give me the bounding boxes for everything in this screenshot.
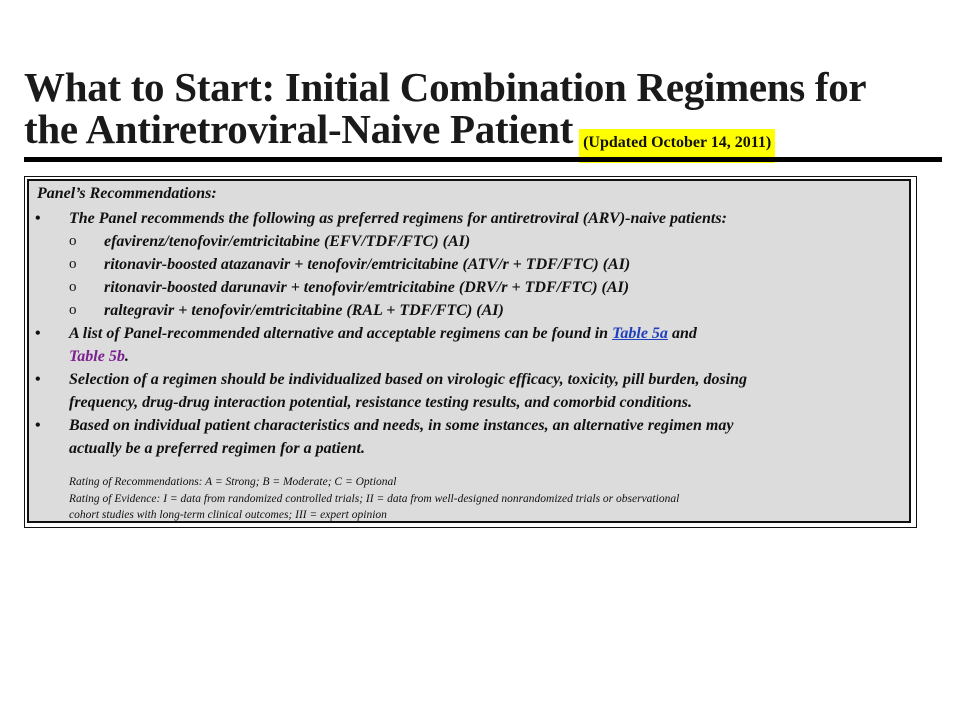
recommendation-text-continued xyxy=(69,345,129,368)
sub-bullet-icon: o xyxy=(69,302,77,318)
title-divider xyxy=(24,157,942,162)
regimen-text: ritonavir-boosted darunavir + tenofovir/emtricitabine (DRV/r + TDF/FTC) (AI) xyxy=(104,279,630,296)
bullet-icon: • xyxy=(35,210,41,227)
regimen-text: ritonavir-boosted atazanavir + tenofovir/emtricitabine (ATV/r + TDF/FTC) (AI) xyxy=(104,256,631,273)
bullet-icon: • xyxy=(35,325,41,342)
recommendations-panel xyxy=(27,179,911,523)
updated-date-badge: (Updated October 14, 2011) xyxy=(579,129,775,163)
table-5a-link[interactable]: Table 5a xyxy=(612,325,668,342)
and-text: and xyxy=(667,325,697,342)
rating-of-evidence: Rating of Evidence: I = data from randomized controlled trials; II = data from well-designed nonrandomized trials or observational xyxy=(69,493,680,505)
title-line-1: What to Start: Initial Combination Regimens for xyxy=(24,64,867,110)
recommendation-text: The Panel recommends the following as preferred regimens for antiretroviral (ARV)-naive patients: xyxy=(69,210,727,227)
regimen-text: efavirenz/tenofovir/emtricitabine (EFV/TDF/FTC) (AI) xyxy=(104,233,471,250)
rating-of-evidence-continued: cohort studies with long-term clinical outcomes; III = expert opinion xyxy=(69,509,387,521)
recommendation-text xyxy=(69,322,697,345)
table-5b-link[interactable]: Table 5b xyxy=(69,348,125,365)
recommendation-text: Based on individual patient characteristics and needs, in some instances, an alternative regimen may xyxy=(69,417,734,434)
alt-regimens-text: A list of Panel-recommended alternative and acceptable regimens can be found in xyxy=(69,325,613,342)
recommendation-text: Selection of a regimen should be individualized based on virologic efficacy, toxicity, pill burden, dosing xyxy=(69,371,748,388)
recommendation-text-continued: actually be a preferred regimen for a patient. xyxy=(69,440,365,457)
bullet-icon: • xyxy=(35,417,41,434)
period-text: . xyxy=(124,348,129,365)
rating-of-recommendations: Rating of Recommendations: A = Strong; B = Moderate; C = Optional xyxy=(69,476,397,488)
title-line-2-text: the Antiretroviral-Naive Patient xyxy=(24,106,574,152)
sub-bullet-icon: o xyxy=(69,233,77,249)
page-title xyxy=(24,66,944,163)
panel-heading: Panel’s Recommendations: xyxy=(37,185,217,202)
recommendation-text-continued: frequency, drug-drug interaction potential, resistance testing results, and comorbid conditions. xyxy=(69,394,693,411)
sub-bullet-icon: o xyxy=(69,256,77,272)
sub-bullet-icon: o xyxy=(69,279,77,295)
bullet-icon: • xyxy=(35,371,41,388)
title-line-2 xyxy=(24,108,944,163)
regimen-text: raltegravir + tenofovir/emtricitabine (RAL + TDF/FTC) (AI) xyxy=(104,302,504,319)
